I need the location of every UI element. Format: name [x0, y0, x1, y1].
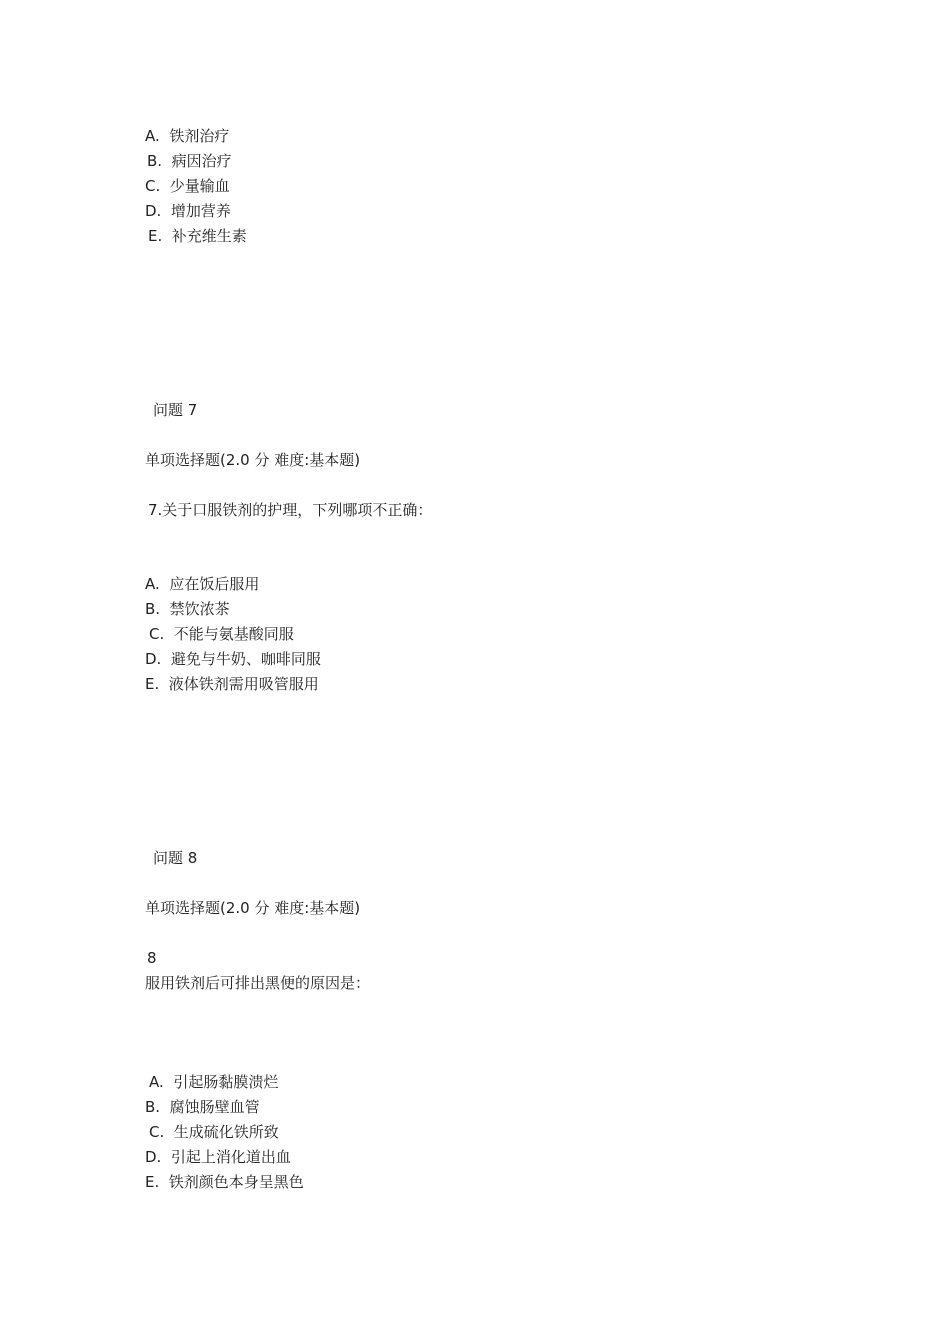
q8-option-e — [145, 1172, 304, 1192]
option-letter: A. — [145, 127, 160, 145]
q8-option-c — [149, 1122, 279, 1142]
option-letter: B. — [145, 1098, 161, 1116]
option-text: 避免与牛奶、咖啡同服 — [170, 650, 321, 668]
option-letter: B. — [147, 152, 163, 170]
q7-option-a — [145, 574, 259, 594]
option-letter: B. — [145, 600, 161, 618]
option-letter: D. — [145, 650, 162, 668]
q6-option-d — [145, 201, 231, 221]
option-letter: E. — [145, 675, 160, 693]
option-letter: C. — [149, 625, 165, 643]
option-text: 生成硫化铁所致 — [173, 1123, 279, 1141]
q7-heading: 问题 7 — [153, 401, 198, 419]
q7-option-e — [145, 674, 319, 694]
option-letter: A. — [149, 1073, 164, 1091]
q7-type: 单项选择题(2.0 分 难度:基本题) — [145, 451, 361, 469]
option-letter: A. — [145, 575, 160, 593]
option-text: 腐蚀肠壁血管 — [169, 1098, 260, 1116]
q8-type: 单项选择题(2.0 分 难度:基本题) — [145, 899, 361, 917]
q8-option-b — [145, 1097, 260, 1117]
q7-stem: 7.关于口服铁剂的护理，下列哪项不正确： — [148, 501, 433, 519]
option-text: 增加营养 — [170, 202, 231, 220]
option-text: 不能与氨基酸同服 — [173, 625, 294, 643]
q7-option-b — [145, 599, 230, 619]
q8-heading: 问题 8 — [153, 849, 198, 867]
option-letter: E. — [148, 227, 163, 245]
option-text: 应在饭后服用 — [169, 575, 260, 593]
q6-option-c — [145, 176, 230, 196]
option-text: 液体铁剂需用吸管服用 — [168, 675, 319, 693]
q6-option-a — [145, 126, 229, 146]
option-letter: C. — [149, 1123, 165, 1141]
option-text: 引起肠黏膜溃烂 — [173, 1073, 279, 1091]
option-text: 铁剂颜色本身呈黑色 — [168, 1173, 304, 1191]
option-text: 病因治疗 — [171, 152, 232, 170]
option-letter: C. — [145, 177, 161, 195]
q8-number: 8 — [147, 949, 157, 967]
q6-option-b — [147, 151, 232, 171]
option-text: 禁饮浓茶 — [169, 600, 230, 618]
option-letter: E. — [145, 1173, 160, 1191]
q7-option-c — [149, 624, 294, 644]
q6-option-e — [148, 226, 247, 246]
option-text: 铁剂治疗 — [169, 127, 230, 145]
q8-option-d — [145, 1147, 291, 1167]
option-text: 补充维生素 — [171, 227, 247, 245]
q7-option-d — [145, 649, 321, 669]
option-letter: D. — [145, 202, 162, 220]
q8-option-a — [149, 1072, 278, 1092]
option-text: 引起上消化道出血 — [170, 1148, 291, 1166]
option-letter: D. — [145, 1148, 162, 1166]
option-text: 少量输血 — [169, 177, 230, 195]
q8-stem: 服用铁剂后可排出黑便的原因是： — [145, 974, 371, 992]
